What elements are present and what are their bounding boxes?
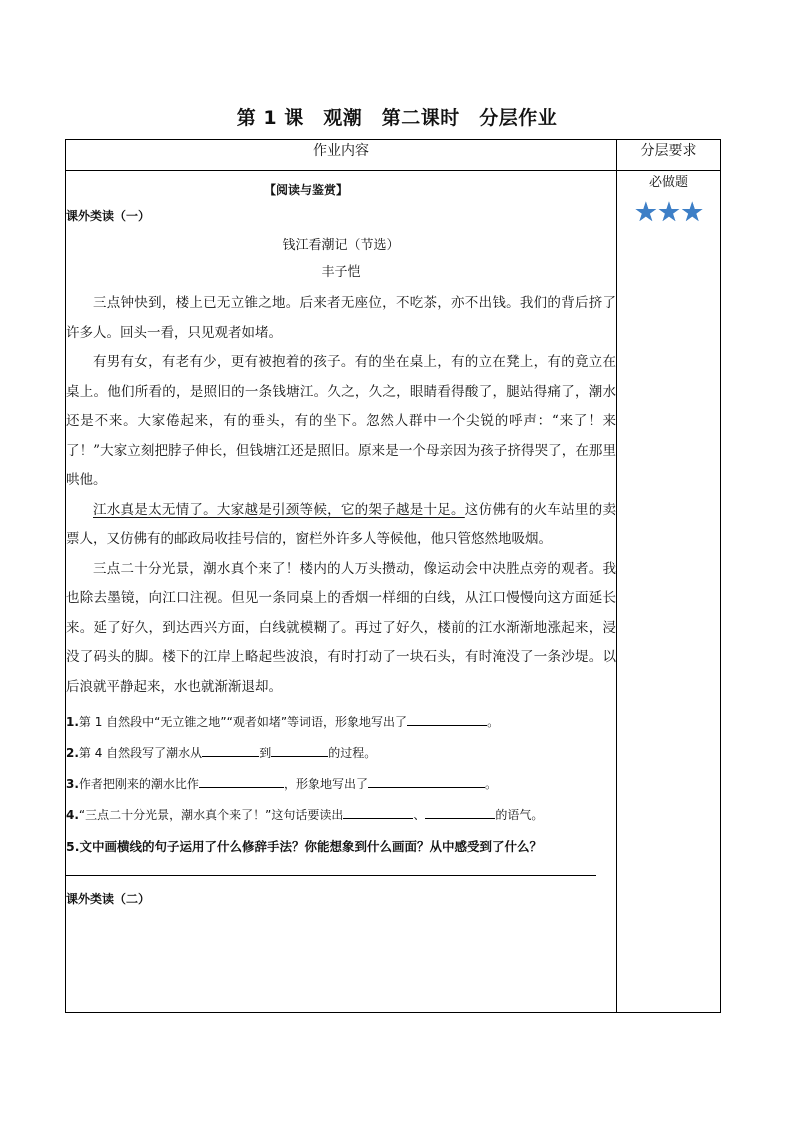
table-body-row	[66, 171, 721, 1013]
star-icon: ★★★	[633, 197, 704, 228]
page-title: 第 1 课 观潮 第二课时 分层作业	[236, 107, 558, 129]
answer-blank[interactable]	[425, 804, 495, 819]
level-cell	[617, 171, 721, 1013]
question-1: 1.第 1 自然段中“无立锥之地”“观者如堵”等词语，形象地写出了 。	[66, 707, 616, 738]
passage-title: 钱江看潮记（节选）	[282, 238, 400, 253]
question-4: 4.“三点二十分光景，潮水真个来了！”这句话要读出 、 的语气。	[66, 800, 616, 831]
answer-blank[interactable]	[368, 773, 485, 788]
difficulty-stars	[617, 198, 720, 228]
answer-blank[interactable]	[271, 742, 328, 757]
reading-two-label: 课外类读（二）	[66, 892, 151, 906]
answer-blank[interactable]	[199, 773, 284, 788]
paragraph-3	[66, 496, 616, 555]
level-label: 必做题	[648, 175, 688, 190]
passage-author: 丰子恺	[321, 265, 361, 280]
answer-blank[interactable]	[202, 742, 259, 757]
question-3: 3.作者把刚来的潮水比作 ，形象地写出了 。	[66, 769, 616, 800]
section-heading: 【阅读与鉴赏】	[263, 183, 348, 197]
question-2: 2.第 4 自然段写了潮水从 到 的过程。	[66, 738, 616, 769]
answer-blank[interactable]	[343, 804, 413, 819]
paragraph-2: 有男有女，有老有少，更有被抱着的孩子。有的坐在桌上，有的立在凳上，有的竟立在桌上。他们所看的，是照旧的一条钱塘江。久之，久之，眼睛看得酸了，腿站得痛了，潮水还是不来。大家倦起来，有的垂头，有的坐下。忽然人群中一个尖锐的呼声：“来了！来了！”大家立刻把脖子伸长，但钱塘江还是照旧。原来是一个母亲因为孩子挤得哭了，在那里哄他。	[66, 354, 616, 488]
underlined-sentence: 江水真是太无情了。大家越是引颈等候，它的架子越是十足。	[93, 501, 465, 518]
answer-blank[interactable]	[407, 711, 487, 726]
header-level: 分层要求	[617, 140, 721, 171]
reading-one-label: 课外类读（一）	[66, 209, 151, 223]
question-5: 5.文中画横线的句子运用了什么修辞手法？你能想象到什么画面？从中感受到了什么？	[66, 839, 542, 854]
answer-line[interactable]	[66, 875, 596, 876]
paragraph-3-rest: 这仿佛有的火车站里的卖票人，又仿佛有的邮政局收挂号信的，窗栏外许多人等候他，他只管悠然地吸烟。	[66, 501, 616, 547]
header-content: 作业内容	[66, 140, 617, 171]
paragraph-4: 三点二十分光景，潮水真个来了！楼内的人万头攒动，像运动会中决胜点旁的观者。我也除去墨镜，向江口注视。但见一条同桌上的香烟一样细的白线，从江口慢慢向这方面延长来。延了好久，到达西兴方面，白线就模糊了。再过了好久，楼前的江水渐渐地涨起来，浸没了码头的脚。楼下的江岸上略起些波浪，有时打动了一块石头，有时淹没了一条沙堤。以后浪就平静起来，水也就渐渐退却。	[66, 560, 616, 695]
paragraph-1: 三点钟快到，楼上已无立锥之地。后来者无座位，不吃茶，亦不出钱。我们的背后挤了许多人。回头一看，只见观者如堵。	[66, 295, 616, 341]
homework-table	[65, 139, 721, 1013]
table-header-row	[66, 140, 721, 171]
content-cell	[66, 171, 617, 1013]
